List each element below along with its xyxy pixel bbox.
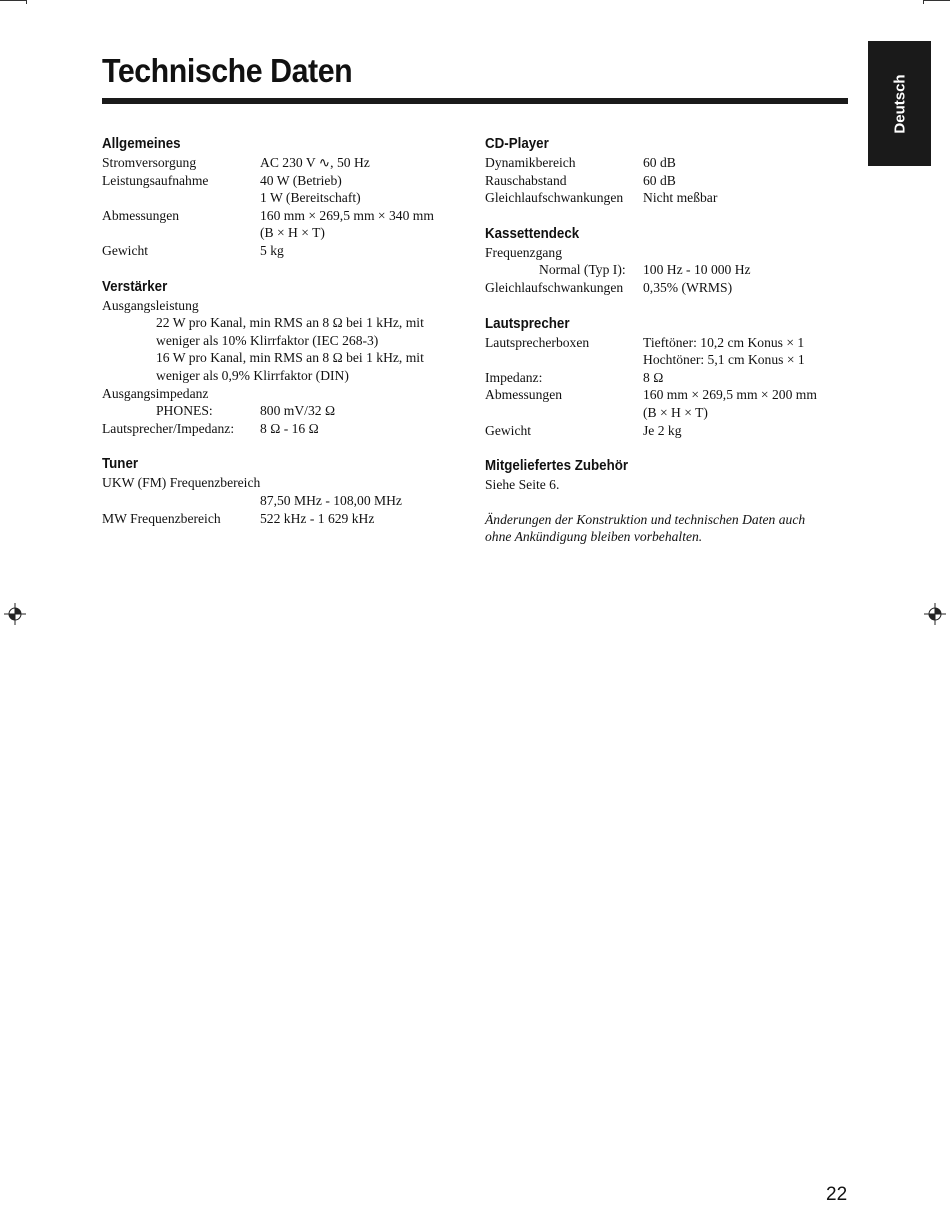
- spec-row-gewicht: [485, 422, 845, 440]
- section-heading-verstaerker: Verstärker: [102, 278, 168, 295]
- right-column: [485, 134, 845, 563]
- spec-value: (B × H × T): [643, 404, 708, 420]
- section-heading-tuner: Tuner: [102, 456, 139, 473]
- spec-row-abmessungen-cont: [102, 224, 462, 242]
- spec-text-line: weniger als 10% Klirrfaktor (IEC 268-3): [156, 332, 379, 348]
- spec-value: 40 W (Betrieb): [260, 172, 342, 188]
- disclaimer-line: ohne Ankündigung bleiben vorbehalten.: [485, 529, 703, 545]
- spec-row-stromversorgung: [102, 154, 462, 172]
- spec-row-abmessungen-cont: [485, 404, 845, 422]
- spec-value: 1 W (Bereitschaft): [260, 190, 361, 206]
- spec-label: Ausgangsimpedanz: [102, 385, 209, 401]
- spec-value: 87,50 MHz - 108,00 MHz: [260, 492, 402, 508]
- spec-label: Dynamikbereich: [485, 155, 576, 170]
- section-heading-kassettendeck: Kassettendeck: [485, 225, 580, 242]
- registration-mark-icon: [4, 603, 26, 625]
- left-column: [102, 134, 462, 544]
- language-tab: [868, 41, 931, 166]
- spec-row-leistungsaufnahme: [102, 172, 462, 190]
- page-number: 22: [826, 1184, 848, 1205]
- spec-value: 60 dB: [643, 155, 676, 170]
- section-allgemeines: [102, 134, 462, 260]
- crop-mark-top-left-v: [26, 0, 27, 4]
- registration-mark-icon: [924, 603, 946, 625]
- spec-value: AC 230 V ∿, 50 Hz: [260, 155, 370, 170]
- spec-text-line: 22 W pro Kanal, min RMS an 8 Ω bei 1 kHz, mit: [156, 315, 424, 331]
- section-zubehoer: [485, 456, 845, 546]
- spec-value: 522 kHz - 1 629 kHz: [260, 510, 375, 526]
- section-heading-zubehoer: Mitgeliefertes Zubehör: [485, 458, 629, 475]
- language-tab-label: Deutsch: [891, 73, 908, 134]
- spec-text-line: 16 W pro Kanal, min RMS an 8 Ω bei 1 kHz, mit: [156, 350, 424, 366]
- spec-label: Gleichlaufschwankungen: [485, 190, 624, 206]
- spec-label: Gleichlaufschwankungen: [485, 279, 624, 295]
- spec-row-boxen: [485, 334, 845, 352]
- spec-label-empty: [485, 404, 643, 422]
- spec-label: Gewicht: [485, 422, 532, 438]
- spec-value: 800 mV/32 Ω: [260, 403, 336, 419]
- disclaimer-note: [485, 511, 845, 546]
- spec-label: Ausgangsleistung: [102, 297, 199, 313]
- spec-label-empty: [485, 351, 643, 369]
- spec-value: Je 2 kg: [643, 422, 682, 438]
- spec-row-phones: [102, 402, 462, 420]
- section-tuner: [102, 454, 462, 527]
- spec-value: Nicht meßbar: [643, 190, 718, 206]
- section-heading-allgemeines: Allgemeines: [102, 136, 181, 152]
- spec-row-mw: [102, 510, 462, 528]
- spec-label-empty: [102, 189, 260, 207]
- section-lautsprecher: [485, 314, 845, 440]
- spec-row-gleichlauf: [485, 189, 845, 207]
- spec-row-boxen-cont: [485, 351, 845, 369]
- spec-label-empty: [102, 492, 260, 510]
- spec-row-lautsprecher-impedanz: [102, 420, 462, 438]
- spec-label: Lautsprecherboxen: [485, 334, 590, 350]
- spec-row-ukw: [102, 492, 462, 510]
- spec-label: MW Frequenzbereich: [102, 510, 221, 526]
- spec-label: Impedanz:: [485, 369, 543, 385]
- spec-value: 60 dB: [643, 172, 676, 188]
- spec-value: 160 mm × 269,5 mm × 340 mm: [260, 207, 434, 223]
- spec-label: Lautsprecher/Impedanz:: [102, 420, 235, 436]
- spec-text-line: Siehe Seite 6.: [485, 477, 560, 493]
- crop-mark-top-left-h: [0, 0, 26, 1]
- spec-value: (B × H × T): [260, 225, 325, 241]
- spec-value: 8 Ω - 16 Ω: [260, 420, 319, 436]
- spec-label: Abmessungen: [102, 207, 180, 223]
- spec-label-empty: [102, 224, 260, 242]
- spec-row-gewicht: [102, 242, 462, 260]
- crop-mark-top-right-v: [923, 0, 924, 4]
- section-heading-lautsprecher: Lautsprecher: [485, 315, 570, 332]
- section-verstaerker: [102, 277, 462, 438]
- spec-text-line: weniger als 0,9% Klirrfaktor (DIN): [156, 367, 349, 383]
- spec-value: 8 Ω: [643, 369, 664, 385]
- spec-label: Stromversorgung: [102, 155, 197, 170]
- spec-row-leistungsaufnahme-cont: [102, 189, 462, 207]
- spec-row-rausch: [485, 172, 845, 190]
- spec-label: Abmessungen: [485, 387, 563, 403]
- spec-value: 100 Hz - 10 000 Hz: [643, 262, 751, 278]
- spec-value: Tieftöner: 10,2 cm Konus × 1: [643, 334, 805, 350]
- title-rule: [102, 98, 848, 104]
- spec-value: Hochtöner: 5,1 cm Konus × 1: [643, 352, 805, 368]
- spec-value: 160 mm × 269,5 mm × 200 mm: [643, 387, 817, 403]
- spec-label: Frequenzgang: [485, 244, 563, 260]
- spec-row-normal: [485, 261, 845, 279]
- spec-value: 0,35% (WRMS): [643, 279, 733, 295]
- disclaimer-line: Änderungen der Konstruktion und technischen Daten auch: [485, 511, 806, 527]
- spec-row-dynamik: [485, 154, 845, 172]
- spec-row-abmessungen: [102, 207, 462, 225]
- spec-value: 5 kg: [260, 242, 284, 258]
- section-cd-player: [485, 134, 845, 207]
- spec-row-gleichlauf: [485, 279, 845, 297]
- spec-label: Leistungsaufnahme: [102, 172, 209, 188]
- spec-label: PHONES:: [156, 403, 213, 419]
- spec-label: Normal (Typ I):: [539, 262, 626, 278]
- spec-label: Gewicht: [102, 242, 149, 258]
- spec-label: Rauschabstand: [485, 172, 567, 188]
- spec-row-impedanz: [485, 369, 845, 387]
- section-heading-cd-player: CD-Player: [485, 136, 549, 152]
- spec-label: UKW (FM) Frequenzbereich: [102, 475, 261, 491]
- section-kassettendeck: [485, 224, 845, 297]
- spec-row-abmessungen: [485, 386, 845, 404]
- crop-mark-top-right-h: [924, 0, 950, 1]
- page-title: Technische Daten: [102, 52, 353, 89]
